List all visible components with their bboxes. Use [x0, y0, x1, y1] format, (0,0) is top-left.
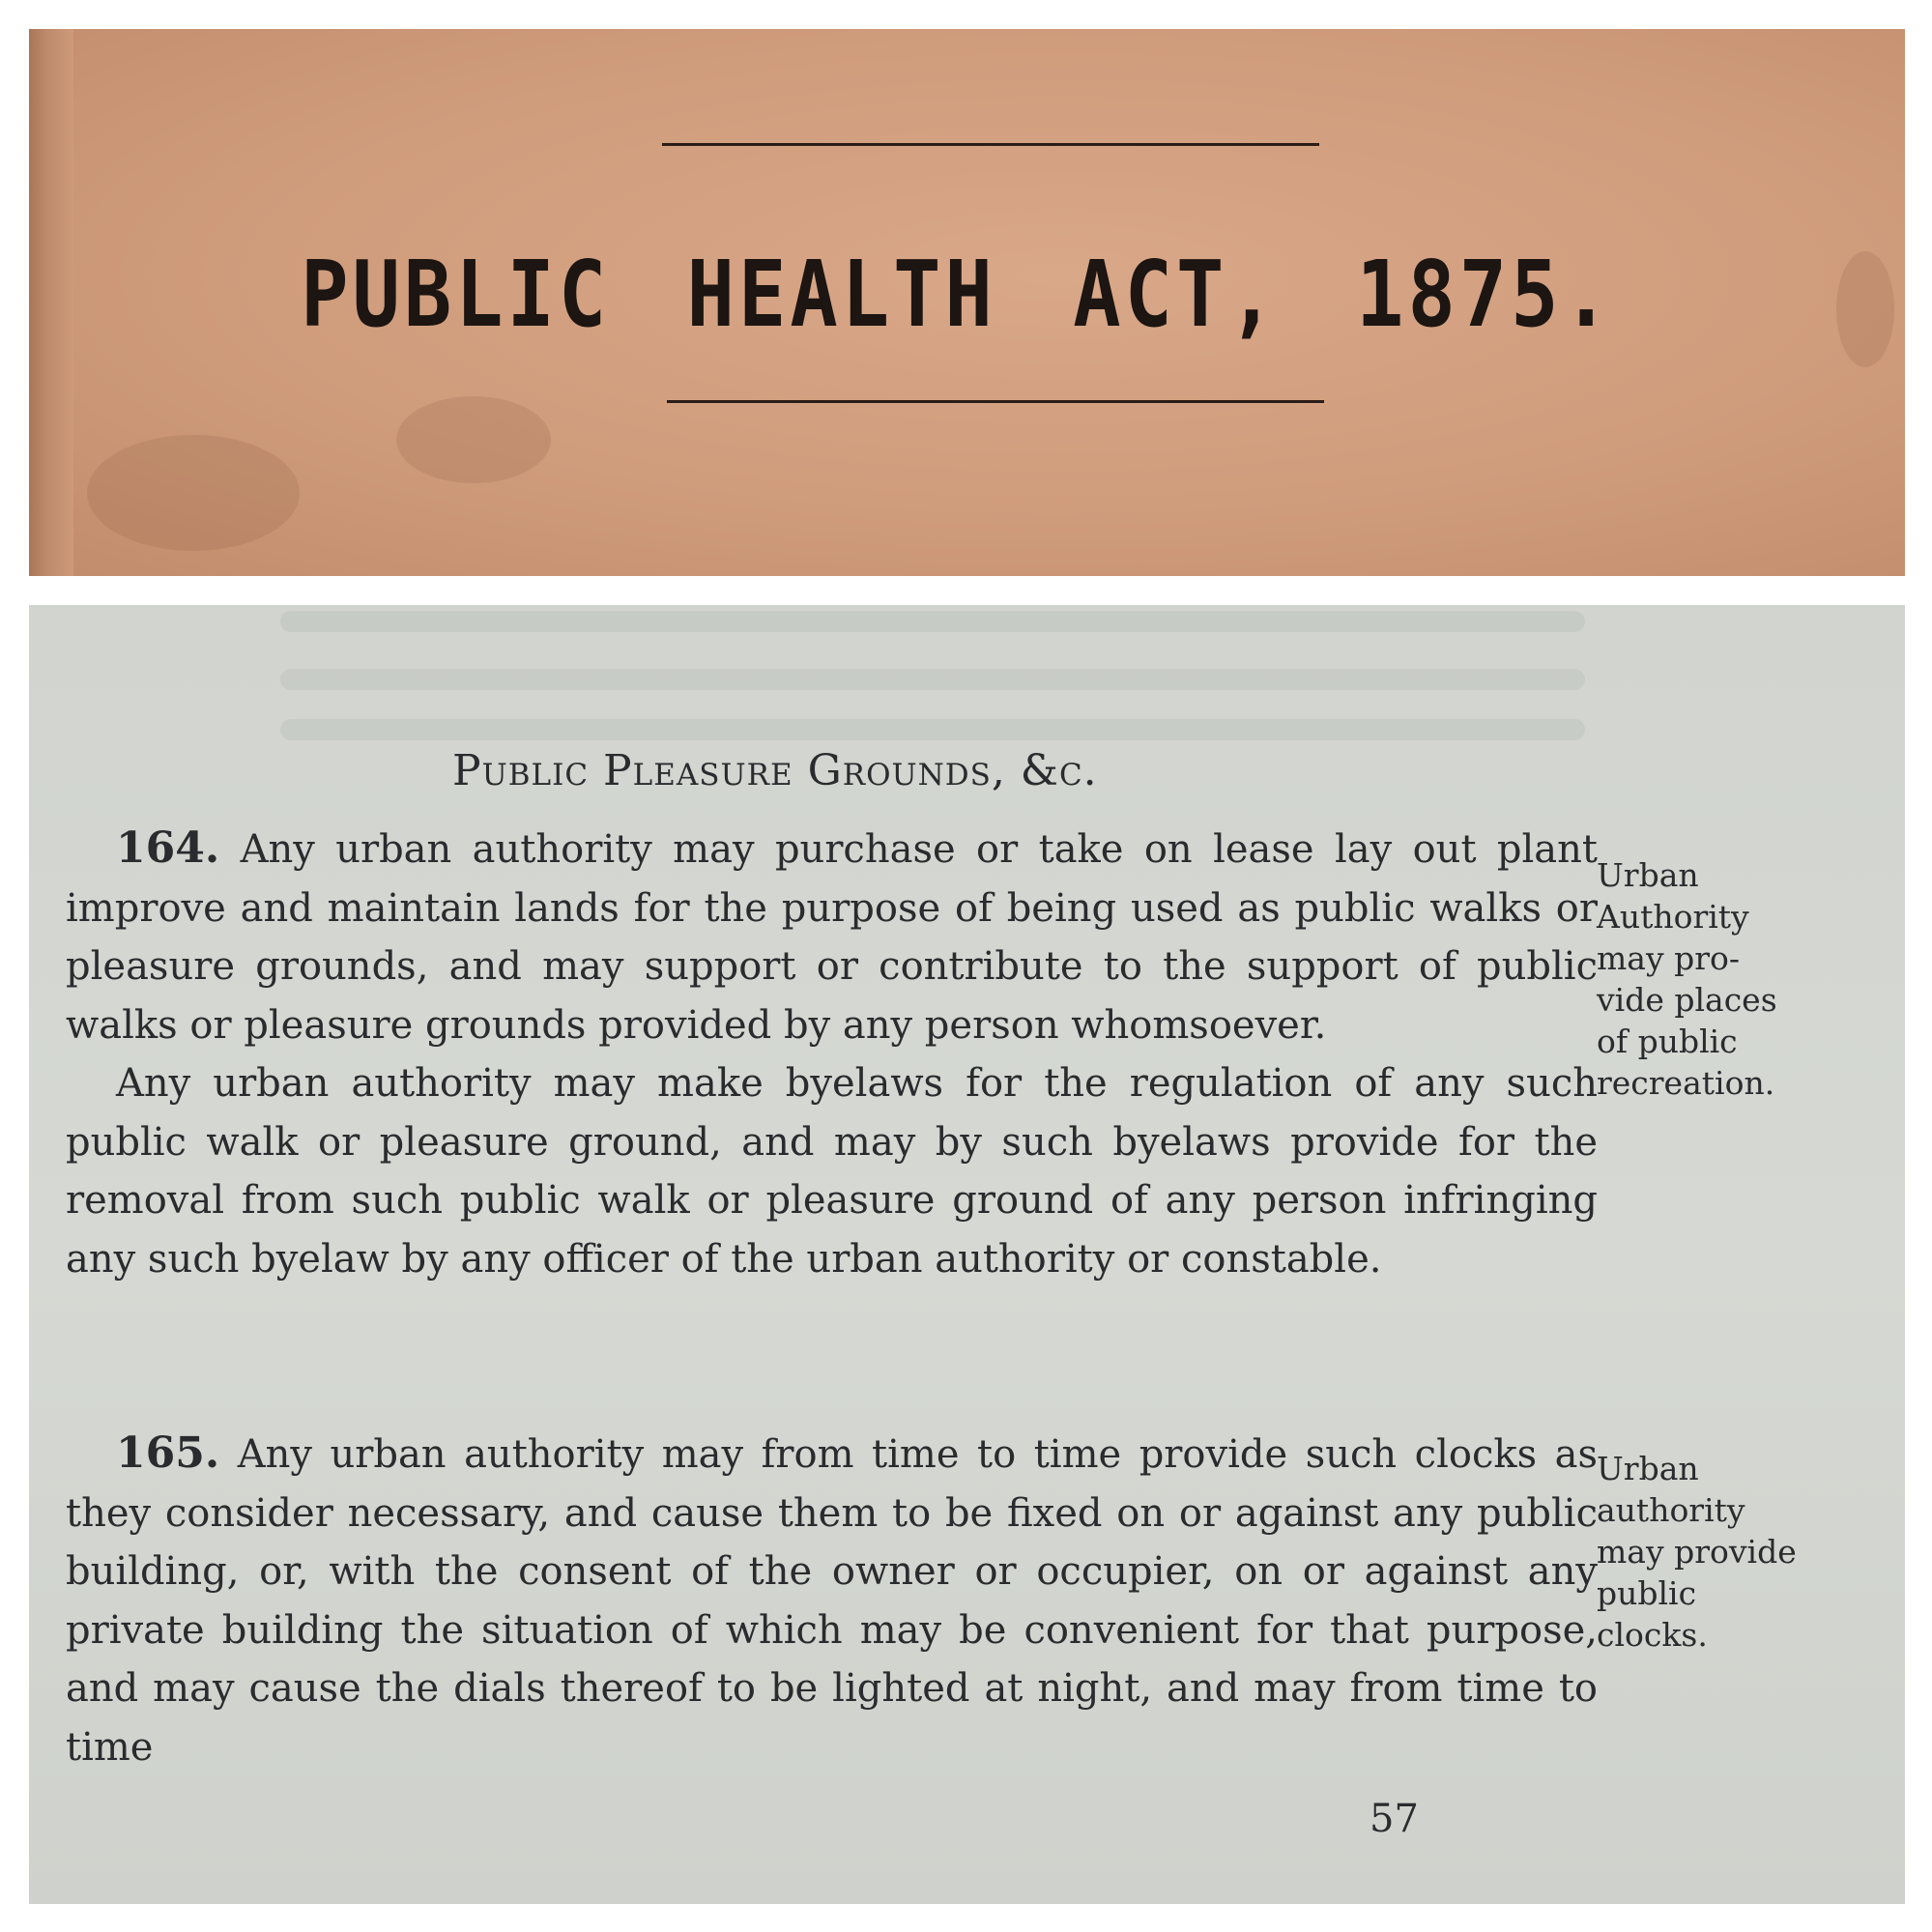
section-165-paragraph — [66, 1425, 1598, 1776]
margin-note-line: vide places — [1597, 981, 1777, 1019]
section-number: 164. — [116, 823, 220, 873]
margin-note-line: may provide — [1597, 1533, 1797, 1571]
section-164-paragraph — [66, 1054, 1598, 1288]
margin-note-line: authority — [1597, 1491, 1745, 1529]
margin-note-line: public — [1597, 1574, 1697, 1612]
cover-stain — [87, 435, 300, 551]
margin-note-line: Urban — [1597, 1450, 1699, 1487]
section-heading: Public Pleasure Grounds, &c. — [452, 746, 1098, 795]
paragraph-text: Any urban authority may from time to time provide such clocks as they consider necessary, and cause them to be fixed on or against any public building, or, with the consent of the owner or occupier, on or against any private building the situation of which may be convenient for that purpose, and may cause the dials thereof to be lighted at night, and may from time to time — [66, 1432, 1599, 1770]
margin-note-line: Authority — [1597, 898, 1749, 936]
margin-note-line: recreation. — [1597, 1064, 1775, 1102]
paragraph-text: Any urban authority may purchase or take on lease lay out plant improve and maintain lands for the purpose of being used as public walks or pleasure grounds, and may support or contribute to the support of public walks or pleasure grounds provided by any person whomsoever. — [66, 827, 1598, 1048]
show-through-line — [280, 611, 1585, 632]
cover-stain — [396, 396, 551, 483]
cover-title: PUBLIC HEALTH ACT, 1875. — [301, 242, 1614, 349]
margin-note-line: may pro- — [1597, 939, 1741, 977]
section-164-text — [66, 820, 1598, 1288]
margin-note-line: Urban — [1597, 856, 1699, 894]
cover-rule-top — [662, 143, 1319, 146]
section-164-paragraph — [66, 820, 1598, 1054]
paragraph-text: Any urban authority may make byelaws for the regulation of any such public walk or pleasure ground, and may by such byelaws provide for the removal from such public walk or pleasure ground of any person infringing any such byelaw by any officer of the urban authority or constable. — [66, 1061, 1598, 1282]
section-165-text — [66, 1425, 1598, 1776]
page-number: 57 — [1370, 1797, 1419, 1841]
section-number: 165. — [116, 1428, 220, 1478]
show-through-line — [280, 669, 1585, 690]
margin-note-165 — [1597, 1448, 1797, 1656]
margin-note-line: clocks. — [1597, 1616, 1708, 1654]
margin-note-164 — [1597, 854, 1777, 1104]
document-page — [29, 605, 1905, 1904]
cover-rule-bottom — [667, 400, 1324, 403]
margin-note-line: of public — [1597, 1023, 1738, 1060]
show-through-line — [280, 719, 1585, 740]
book-cover — [29, 29, 1905, 576]
